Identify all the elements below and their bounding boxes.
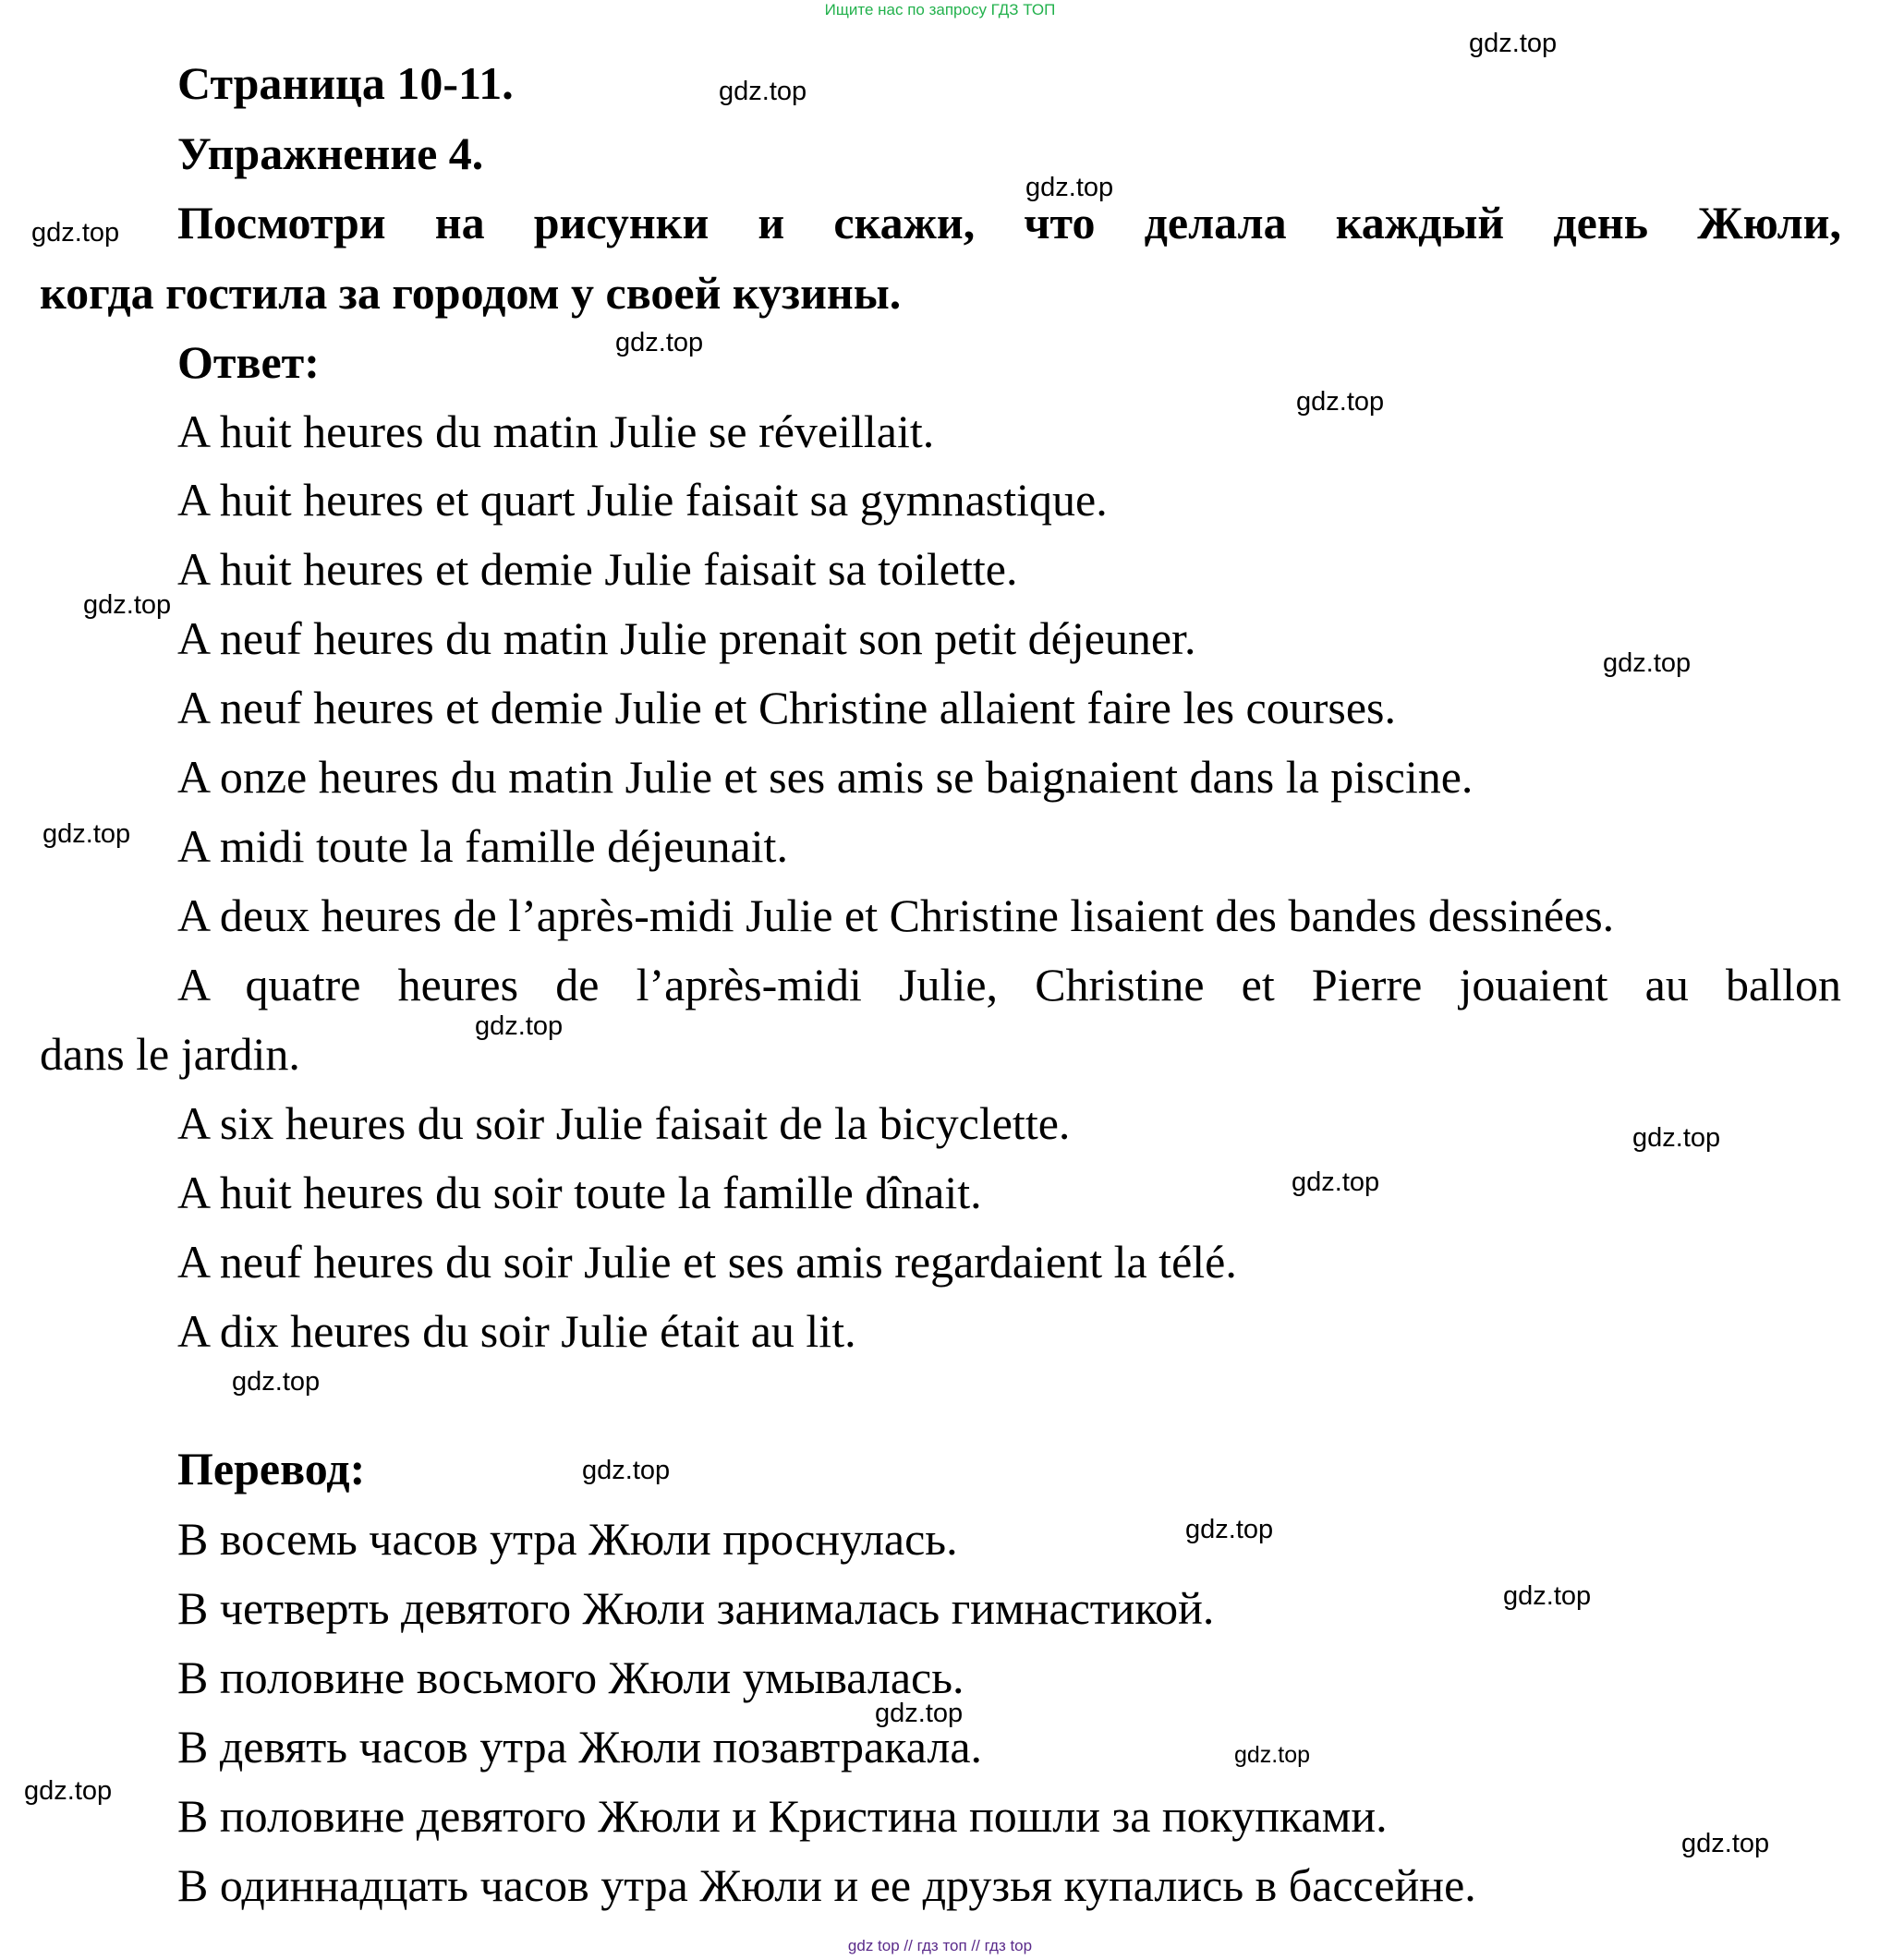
translation-line: В четверть девятого Жюли занималась гимнастикой. [177,1582,1215,1634]
answer-line: A huit heures du soir toute la famille dînait. [177,1167,982,1218]
watermark: gdz.top [475,1011,564,1041]
answer-line: A huit heures et demie Julie faisait sa toilette. [177,543,1018,595]
watermark: gdz.top [1469,29,1558,58]
answer-line: A huit heures du matin Julie se réveillait. [177,405,935,457]
watermark: gdz.top [582,1456,671,1485]
watermark: gdz.top [875,1699,964,1728]
answer-line: A quatre heures de l’après-midi Julie, Christine et Pierre jouaient au ballon [177,959,1841,1010]
answer-line: A midi toute la famille déjeunait. [177,820,788,872]
watermark: gdz.top [83,590,172,620]
watermark: gdz.top [1025,173,1114,202]
watermark: gdz.top [1292,1168,1380,1197]
answer-line: A neuf heures et demie Julie et Christine allaient faire les courses. [177,682,1396,733]
translation-line: В восемь часов утра Жюли проснулась. [177,1513,958,1565]
answer-line: A dix heures du soir Julie était au lit. [177,1305,856,1357]
watermark: gdz.top [232,1367,321,1397]
translation-line: В половине девятого Жюли и Кристина пошли за покупками. [177,1790,1388,1842]
watermark: gdz.top [1603,648,1692,678]
watermark: gdz.top [1681,1829,1770,1858]
answer-line: A onze heures du matin Julie et ses amis se baignaient dans la piscine. [177,751,1474,803]
answer-line: A neuf heures du soir Julie et ses amis regardaient la télé. [177,1236,1237,1288]
watermark: gdz.top [1185,1515,1274,1544]
translation-line: В девять часов утра Жюли позавтракала. [177,1721,983,1772]
watermark: gdz.top [42,819,131,849]
task-text-line-2: когда гостила за городом у своей кузины. [40,267,902,319]
watermark: gdz.top [1234,1742,1311,1768]
translation-line: В одиннадцать часов утра Жюли и ее друзья купались в бассейне. [177,1859,1476,1911]
watermark: gdz.top [719,77,807,106]
task-text-line-1: Посмотри на рисунки и скажи, что делала каждый день Жюли, [177,197,1841,248]
watermark: gdz.top [615,328,704,357]
watermark: gdz.top [1503,1581,1592,1611]
answer-line: A huit heures et quart Julie faisait sa gymnastique. [177,474,1108,526]
answer-line: A neuf heures du matin Julie prenait son petit déjeuner. [177,612,1196,664]
watermark: gdz.top [1632,1123,1721,1153]
answer-line: A deux heures de l’après-midi Julie et Christine lisaient des bandes dessinées. [177,889,1615,941]
translation-line: В половине восьмого Жюли умывалась. [177,1651,964,1703]
exercise-title: Упражнение 4. [177,127,484,179]
translation-heading: Перевод: [177,1443,366,1494]
top-banner: Ищите нас по запросу ГДЗ ТОП [824,1,1056,18]
watermark: gdz.top [24,1776,113,1806]
page-title: Страница 10-11. [177,57,514,109]
answer-line: dans le jardin. [40,1028,300,1080]
answer-line: A six heures du soir Julie faisait de la bicyclette. [177,1097,1071,1149]
watermark: gdz.top [31,218,120,248]
watermark: gdz.top [1296,387,1385,417]
bottom-banner: gdz top // гдз топ // гдз top [847,1937,1033,1954]
answer-heading: Ответ: [177,336,320,388]
